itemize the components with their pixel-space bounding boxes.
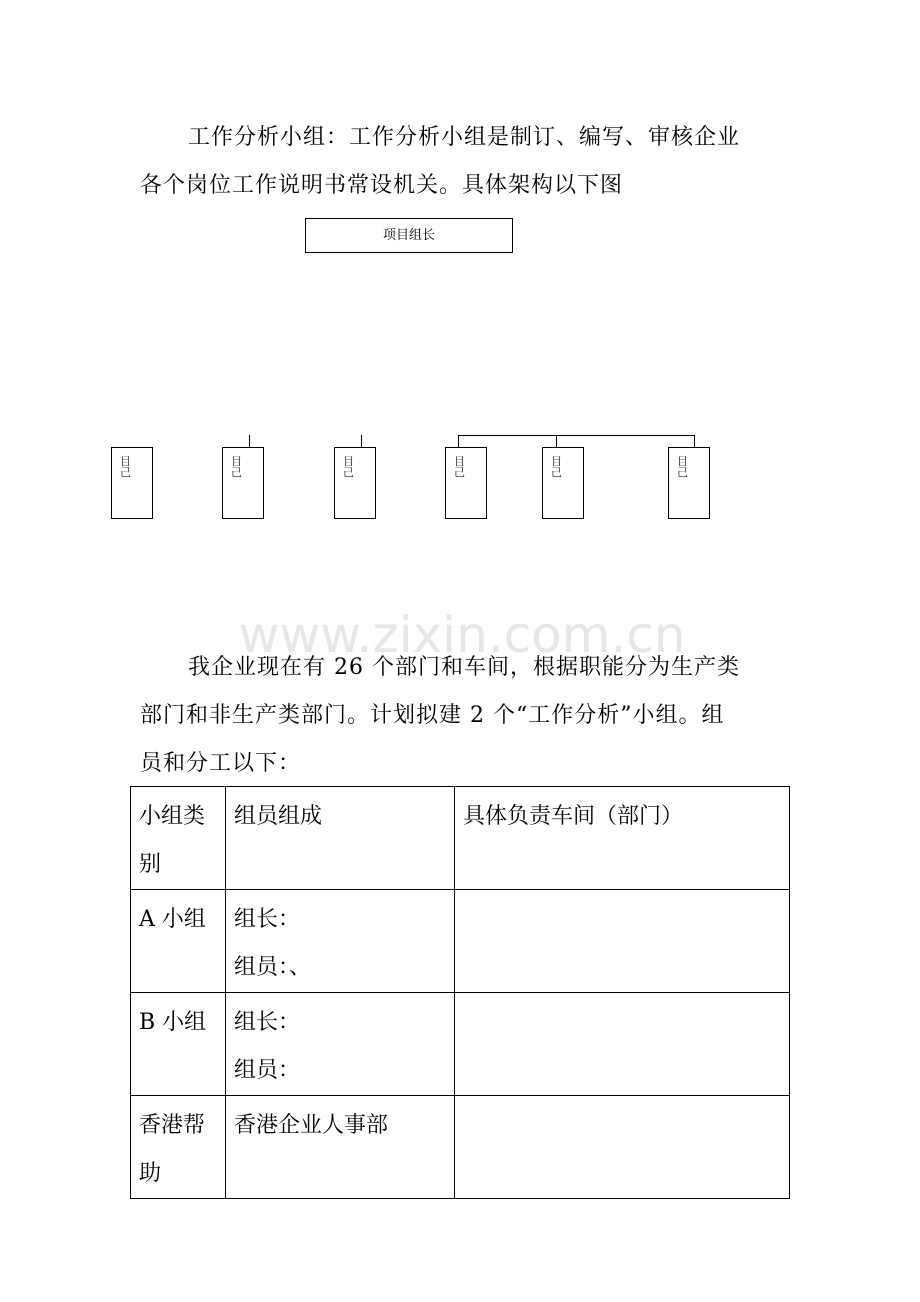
org-member-box [542, 447, 584, 519]
org-member-box [111, 447, 153, 519]
member-line: 组长： [234, 907, 301, 932]
members-cell [226, 890, 455, 993]
dept-cell [455, 1096, 790, 1199]
intro-line-2: 各个岗位工作说明书常设机关。具体架构以下图 [140, 173, 624, 198]
plan-paragraph [140, 644, 790, 788]
plan-line-2: 部门和非生产类部门。计划拟建 2 个“工作分析”小组。组 [140, 703, 725, 728]
connector-line [361, 435, 362, 447]
org-box-label: 目 己 [454, 455, 465, 479]
plan-line-3: 员和分工以下： [140, 751, 302, 776]
member-line: 组员： [234, 1058, 301, 1083]
plan-line-1: 我企业现在有 26 个部门和车间，根据职能分为生产类 [188, 655, 740, 680]
group-cell: 香港帮助 [131, 1096, 226, 1199]
table-header-cell: 小组类别 [131, 787, 226, 890]
table-row [131, 1096, 790, 1199]
member-line: 组员：、 [234, 955, 312, 980]
group-table [130, 786, 790, 1199]
org-box-label: 目 己 [551, 455, 562, 479]
connector-line [458, 435, 695, 436]
member-line: 组长： [234, 1010, 301, 1035]
members-cell [226, 993, 455, 1096]
org-top-label: 项目组长 [382, 228, 435, 243]
intro-line-1: 工作分析小组：工作分析小组是制订、编写、审核企业 [188, 125, 741, 150]
connector-line [556, 435, 557, 447]
intro-paragraph [140, 114, 790, 210]
org-member-box [668, 447, 710, 519]
members-cell [226, 1096, 455, 1199]
table-header-cell: 具体负责车间（部门） [455, 787, 790, 890]
connector-line [694, 435, 695, 447]
org-box-label: 目 己 [231, 455, 242, 479]
org-box-label: 目 己 [677, 455, 688, 479]
org-top-box [305, 218, 513, 253]
dept-cell [455, 890, 790, 993]
dept-cell [455, 993, 790, 1096]
group-cell: A 小组 [131, 890, 226, 993]
table-header-cell: 组员组成 [226, 787, 455, 890]
watermark: www.zixin.com.cn [238, 606, 686, 664]
table-row [131, 993, 790, 1096]
table-row [131, 890, 790, 993]
group-cell: B 小组 [131, 993, 226, 1096]
connector-line [458, 435, 459, 447]
org-box-label: 目 己 [120, 455, 131, 479]
org-member-box [222, 447, 264, 519]
member-line: 香港企业人事部 [234, 1113, 389, 1138]
org-member-box [445, 447, 487, 519]
org-member-box [334, 447, 376, 519]
table-header-row [131, 787, 790, 890]
connector-line [249, 435, 250, 447]
org-box-label: 目 己 [343, 455, 354, 479]
